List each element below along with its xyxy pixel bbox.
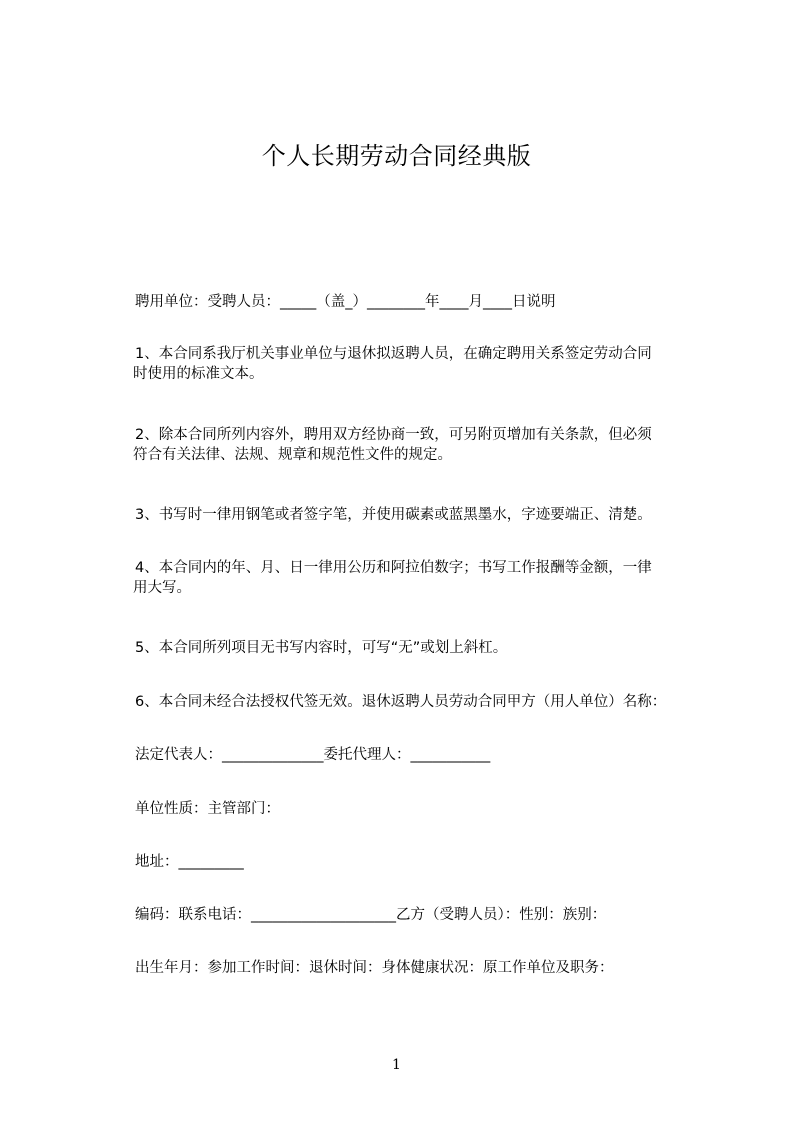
legal-representative-field: 法定代表人：______________委托代理人：___________	[135, 747, 491, 763]
header-line: 聘用单位：受聘人员：_____（盖_）________年____月____日说明	[135, 294, 556, 310]
instruction-1	[135, 344, 715, 384]
instruction-4-line-2: 用大写。	[133, 580, 191, 596]
instruction-2-line-1: 2、除本合同所列内容外，聘用双方经协商一致，可另附页增加有关条款，但必须	[135, 427, 652, 443]
instruction-1-line-1: 1、本合同系我厅机关事业单位与退休拟返聘人员，在确定聘用关系签定劳动合同	[135, 346, 652, 362]
instruction-5-line-1: 5、本合同所列项目无书写内容时，可写“无”或划上斜杠。	[135, 640, 508, 656]
instruction-5	[135, 638, 715, 658]
unit-nature-field: 单位性质：主管部门：	[135, 801, 280, 817]
address-field: 地址：_________	[135, 854, 244, 870]
instruction-2-line-2: 符合有关法律、法规、规章和规范性文件的规定。	[133, 447, 452, 463]
instruction-6-line-1: 6、本合同未经合法授权代签无效。退休返聘人员劳动合同甲方（用人单位）名称：	[135, 694, 667, 710]
instruction-1-line-2: 时使用的标准文本。	[133, 366, 264, 382]
birth-info-field: 出生年月：参加工作时间：退休时间：身体健康状况：原工作单位及职务：	[135, 960, 614, 976]
instruction-4-line-1: 4、本合同内的年、月、日一律用公历和阿拉伯数字；书写工作报酬等金额，一律	[135, 560, 652, 576]
page-title: 个人长期劳动合同经典版	[261, 142, 532, 170]
instruction-3-line-1: 3、书写时一律用钢笔或者签字笔，并使用碳素或蓝黑墨水，字迹要端正、清楚。	[135, 507, 652, 523]
instruction-3	[135, 505, 715, 525]
page-number: 1	[392, 1057, 401, 1073]
code-phone-field: 编码：联系电话：____________________乙方（受聘人员）：性别：族别：	[135, 907, 607, 923]
instruction-4	[135, 558, 715, 598]
instruction-2	[135, 425, 715, 465]
instruction-6	[135, 692, 715, 712]
